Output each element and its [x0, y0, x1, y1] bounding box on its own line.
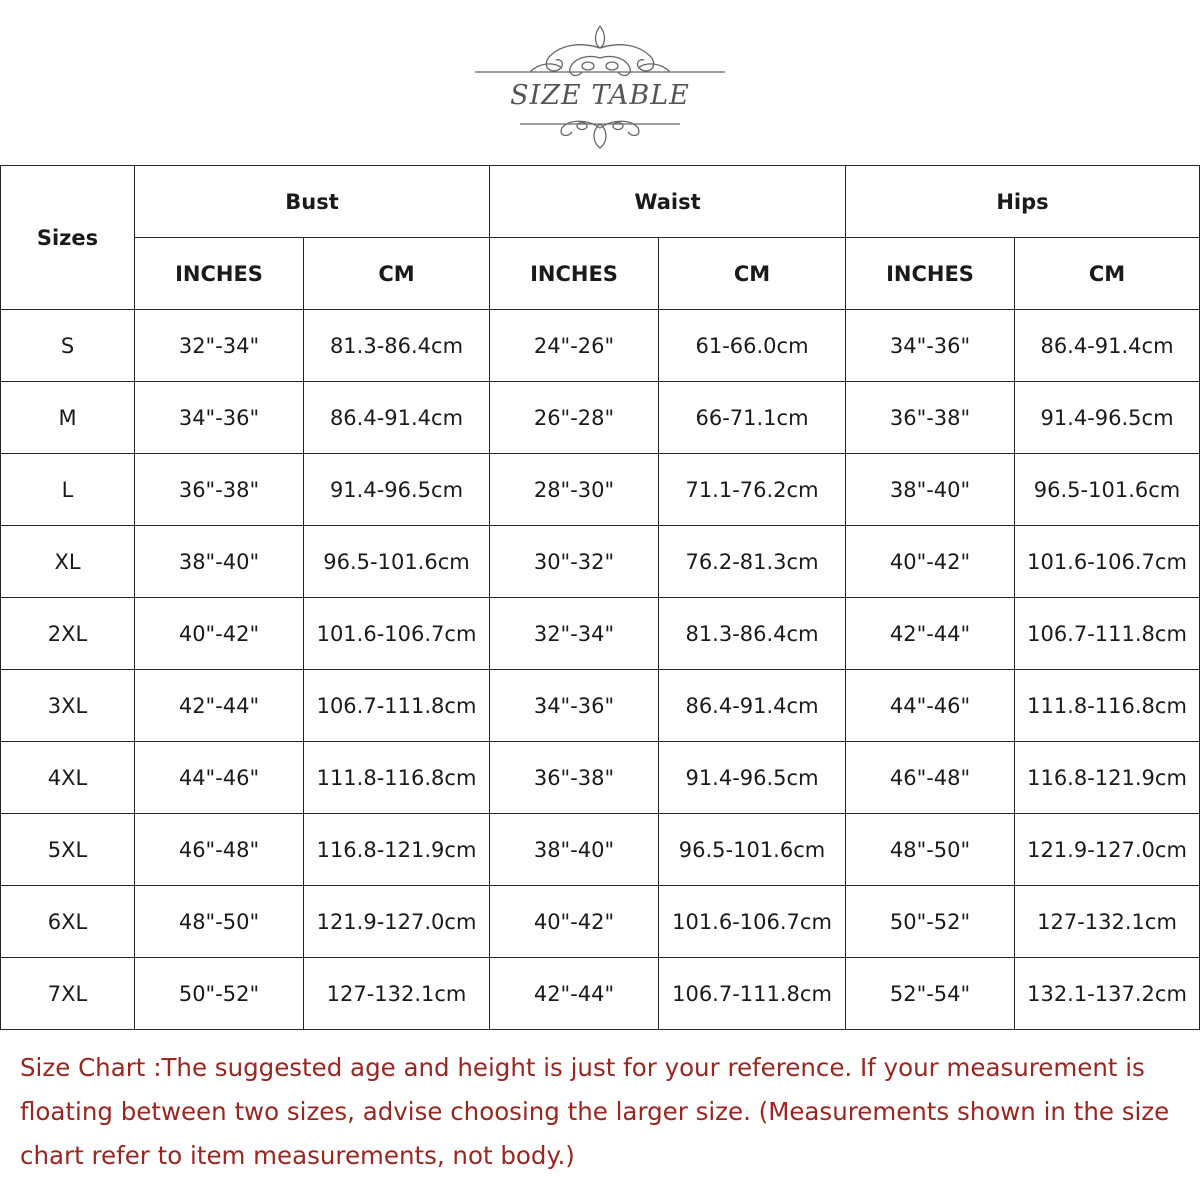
measurement-cell: 50"-52" [135, 958, 304, 1030]
table-row [1, 886, 1200, 958]
measurement-cell: 38"-40" [135, 526, 304, 598]
measurement-cell: 81.3-86.4cm [304, 310, 490, 382]
measurement-cell: 106.7-111.8cm [304, 670, 490, 742]
size-cell: XL [1, 526, 135, 598]
measurement-cell: 32"-34" [490, 598, 659, 670]
measurement-cell: 91.4-96.5cm [659, 742, 846, 814]
measurement-cell: 36"-38" [135, 454, 304, 526]
measurement-cell: 96.5-101.6cm [1015, 454, 1200, 526]
measurement-cell: 121.9-127.0cm [1015, 814, 1200, 886]
measurement-cell: 106.7-111.8cm [659, 958, 846, 1030]
measurement-cell: 42"-44" [135, 670, 304, 742]
hips-header: Hips [846, 166, 1200, 238]
measurement-cell: 52"-54" [846, 958, 1015, 1030]
measurement-cell: 28"-30" [490, 454, 659, 526]
measurement-cell: 127-132.1cm [1015, 886, 1200, 958]
unit-header: CM [1015, 238, 1200, 310]
table-row [1, 742, 1200, 814]
unit-header: INCHES [490, 238, 659, 310]
header-row-groups [1, 166, 1200, 238]
size-cell: 5XL [1, 814, 135, 886]
unit-header: INCHES [135, 238, 304, 310]
size-cell: 3XL [1, 670, 135, 742]
measurement-cell: 24"-26" [490, 310, 659, 382]
table-row [1, 382, 1200, 454]
measurement-cell: 96.5-101.6cm [659, 814, 846, 886]
table-row [1, 598, 1200, 670]
measurement-cell: 36"-38" [490, 742, 659, 814]
size-table-header [0, 0, 1200, 160]
measurement-cell: 76.2-81.3cm [659, 526, 846, 598]
unit-header: CM [304, 238, 490, 310]
sizes-header: Sizes [1, 166, 135, 310]
measurement-cell: 116.8-121.9cm [304, 814, 490, 886]
size-cell: 4XL [1, 742, 135, 814]
measurement-cell: 101.6-106.7cm [304, 598, 490, 670]
table-row [1, 958, 1200, 1030]
measurement-cell: 26"-28" [490, 382, 659, 454]
measurement-cell: 44"-46" [846, 670, 1015, 742]
measurement-cell: 86.4-91.4cm [659, 670, 846, 742]
measurement-cell: 40"-42" [135, 598, 304, 670]
measurement-cell: 91.4-96.5cm [1015, 382, 1200, 454]
measurement-cell: 121.9-127.0cm [304, 886, 490, 958]
size-table-body [1, 310, 1200, 1030]
measurement-cell: 44"-46" [135, 742, 304, 814]
size-cell: 7XL [1, 958, 135, 1030]
measurement-cell: 32"-34" [135, 310, 304, 382]
size-cell: 6XL [1, 886, 135, 958]
measurement-cell: 42"-44" [490, 958, 659, 1030]
measurement-cell: 42"-44" [846, 598, 1015, 670]
table-row [1, 814, 1200, 886]
measurement-cell: 86.4-91.4cm [1015, 310, 1200, 382]
measurement-cell: 81.3-86.4cm [659, 598, 846, 670]
measurement-cell: 66-71.1cm [659, 382, 846, 454]
unit-header: INCHES [846, 238, 1015, 310]
unit-header: CM [659, 238, 846, 310]
table-row [1, 670, 1200, 742]
table-row [1, 526, 1200, 598]
measurement-cell: 132.1-137.2cm [1015, 958, 1200, 1030]
measurement-cell: 50"-52" [846, 886, 1015, 958]
measurement-cell: 101.6-106.7cm [1015, 526, 1200, 598]
table-row [1, 454, 1200, 526]
measurement-cell: 127-132.1cm [304, 958, 490, 1030]
measurement-cell: 48"-50" [846, 814, 1015, 886]
measurement-cell: 111.8-116.8cm [1015, 670, 1200, 742]
measurement-cell: 34"-36" [135, 382, 304, 454]
measurement-cell: 34"-36" [490, 670, 659, 742]
waist-header: Waist [490, 166, 846, 238]
table-row [1, 310, 1200, 382]
measurement-cell: 38"-40" [846, 454, 1015, 526]
measurement-cell: 46"-48" [135, 814, 304, 886]
measurement-cell: 106.7-111.8cm [1015, 598, 1200, 670]
measurement-cell: 38"-40" [490, 814, 659, 886]
measurement-cell: 91.4-96.5cm [304, 454, 490, 526]
measurement-cell: 116.8-121.9cm [1015, 742, 1200, 814]
size-cell: S [1, 310, 135, 382]
size-cell: M [1, 382, 135, 454]
measurement-cell: 46"-48" [846, 742, 1015, 814]
header-row-units [1, 238, 1200, 310]
measurement-cell: 61-66.0cm [659, 310, 846, 382]
page-title: SIZE TABLE [510, 80, 690, 111]
measurement-cell: 71.1-76.2cm [659, 454, 846, 526]
measurement-cell: 40"-42" [846, 526, 1015, 598]
size-cell: 2XL [1, 598, 135, 670]
bust-header: Bust [135, 166, 490, 238]
measurement-cell: 86.4-91.4cm [304, 382, 490, 454]
measurement-cell: 101.6-106.7cm [659, 886, 846, 958]
measurement-cell: 34"-36" [846, 310, 1015, 382]
measurement-cell: 30"-32" [490, 526, 659, 598]
size-cell: L [1, 454, 135, 526]
measurement-cell: 111.8-116.8cm [304, 742, 490, 814]
size-chart-note: Size Chart :The suggested age and height is just for your reference. If your measurement is floating between two sizes, advise choosing the larger size. (Measurements shown in the size chart refer to item measurements, not body.) [20, 1053, 1170, 1170]
size-chart-table [0, 165, 1200, 1030]
measurement-cell: 48"-50" [135, 886, 304, 958]
measurement-cell: 36"-38" [846, 382, 1015, 454]
measurement-cell: 40"-42" [490, 886, 659, 958]
measurement-cell: 96.5-101.6cm [304, 526, 490, 598]
